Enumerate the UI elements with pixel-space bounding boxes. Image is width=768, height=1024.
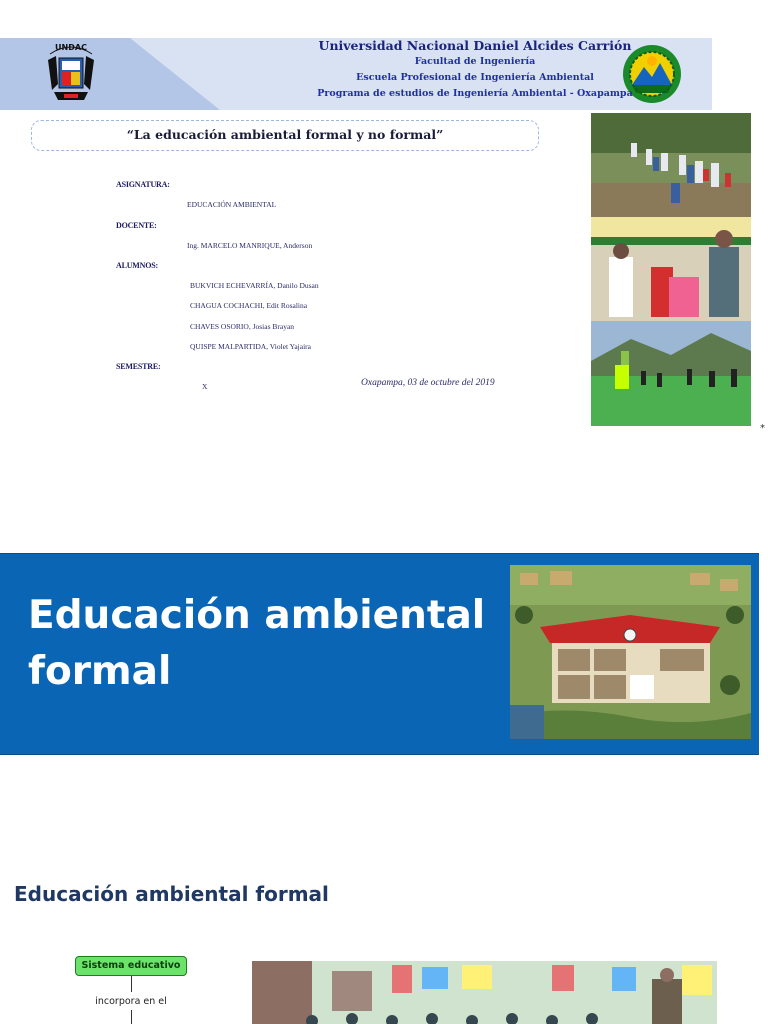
subject-label: ASIGNATURA: (116, 180, 170, 189)
photo-collage (591, 113, 751, 426)
semester-label: SEMESTRE: (116, 362, 161, 371)
semester-value: X (202, 382, 208, 391)
community-illustration (510, 565, 751, 739)
teacher-label: DOCENTE: (116, 221, 157, 230)
recycling-activity-photo (591, 217, 751, 321)
student-name: BUKVICH ECHEVARRÍA, Danilo Dusan (190, 281, 319, 290)
student-name: CHAVES OSORIO, Josias Brayan (190, 322, 295, 331)
students-label: ALUMNOS: (116, 261, 158, 270)
field-game-photo (591, 321, 751, 426)
university-name: Universidad Nacional Daniel Alcides Carrión (318, 38, 632, 53)
students-walking-photo (591, 113, 751, 217)
concept-connector-line (131, 976, 132, 992)
undac-crest-logo (44, 40, 98, 106)
teacher-value: Ing. MARCELO MANRIQUE, Anderson (187, 241, 313, 250)
svg-text:UNDAC: UNDAC (55, 43, 87, 52)
concept-connector-line (131, 1010, 132, 1024)
footnote-mark: * (760, 423, 765, 434)
student-name: CHAGUA COCHACHI, Edit Rosalina (190, 301, 308, 310)
subject-value: EDUCACIÓN AMBIENTAL (187, 200, 277, 209)
concept-node-sistema-educativo: Sistema educativo (75, 956, 187, 976)
slide-title: Educación ambiental formal (14, 882, 329, 906)
school-name: Escuela Profesional de Ingeniería Ambiental (356, 72, 594, 83)
document-title: “La educación ambiental formal y no formal” (126, 127, 444, 142)
banner-title: Educación ambiental formal (28, 593, 486, 694)
faculty-name: Facultad de Ingeniería (414, 56, 536, 67)
program-name: Programa de estudios de Ingeniería Ambiental - Oxapampa (317, 88, 633, 99)
concept-connector-label: incorpora en el (95, 996, 167, 1007)
student-name: QUISPE MALPARTIDA, Violet Yajaira (190, 342, 311, 351)
classroom-photo (252, 961, 717, 1024)
place-date: Oxapampa, 03 de octubre del 2019 (361, 378, 495, 388)
